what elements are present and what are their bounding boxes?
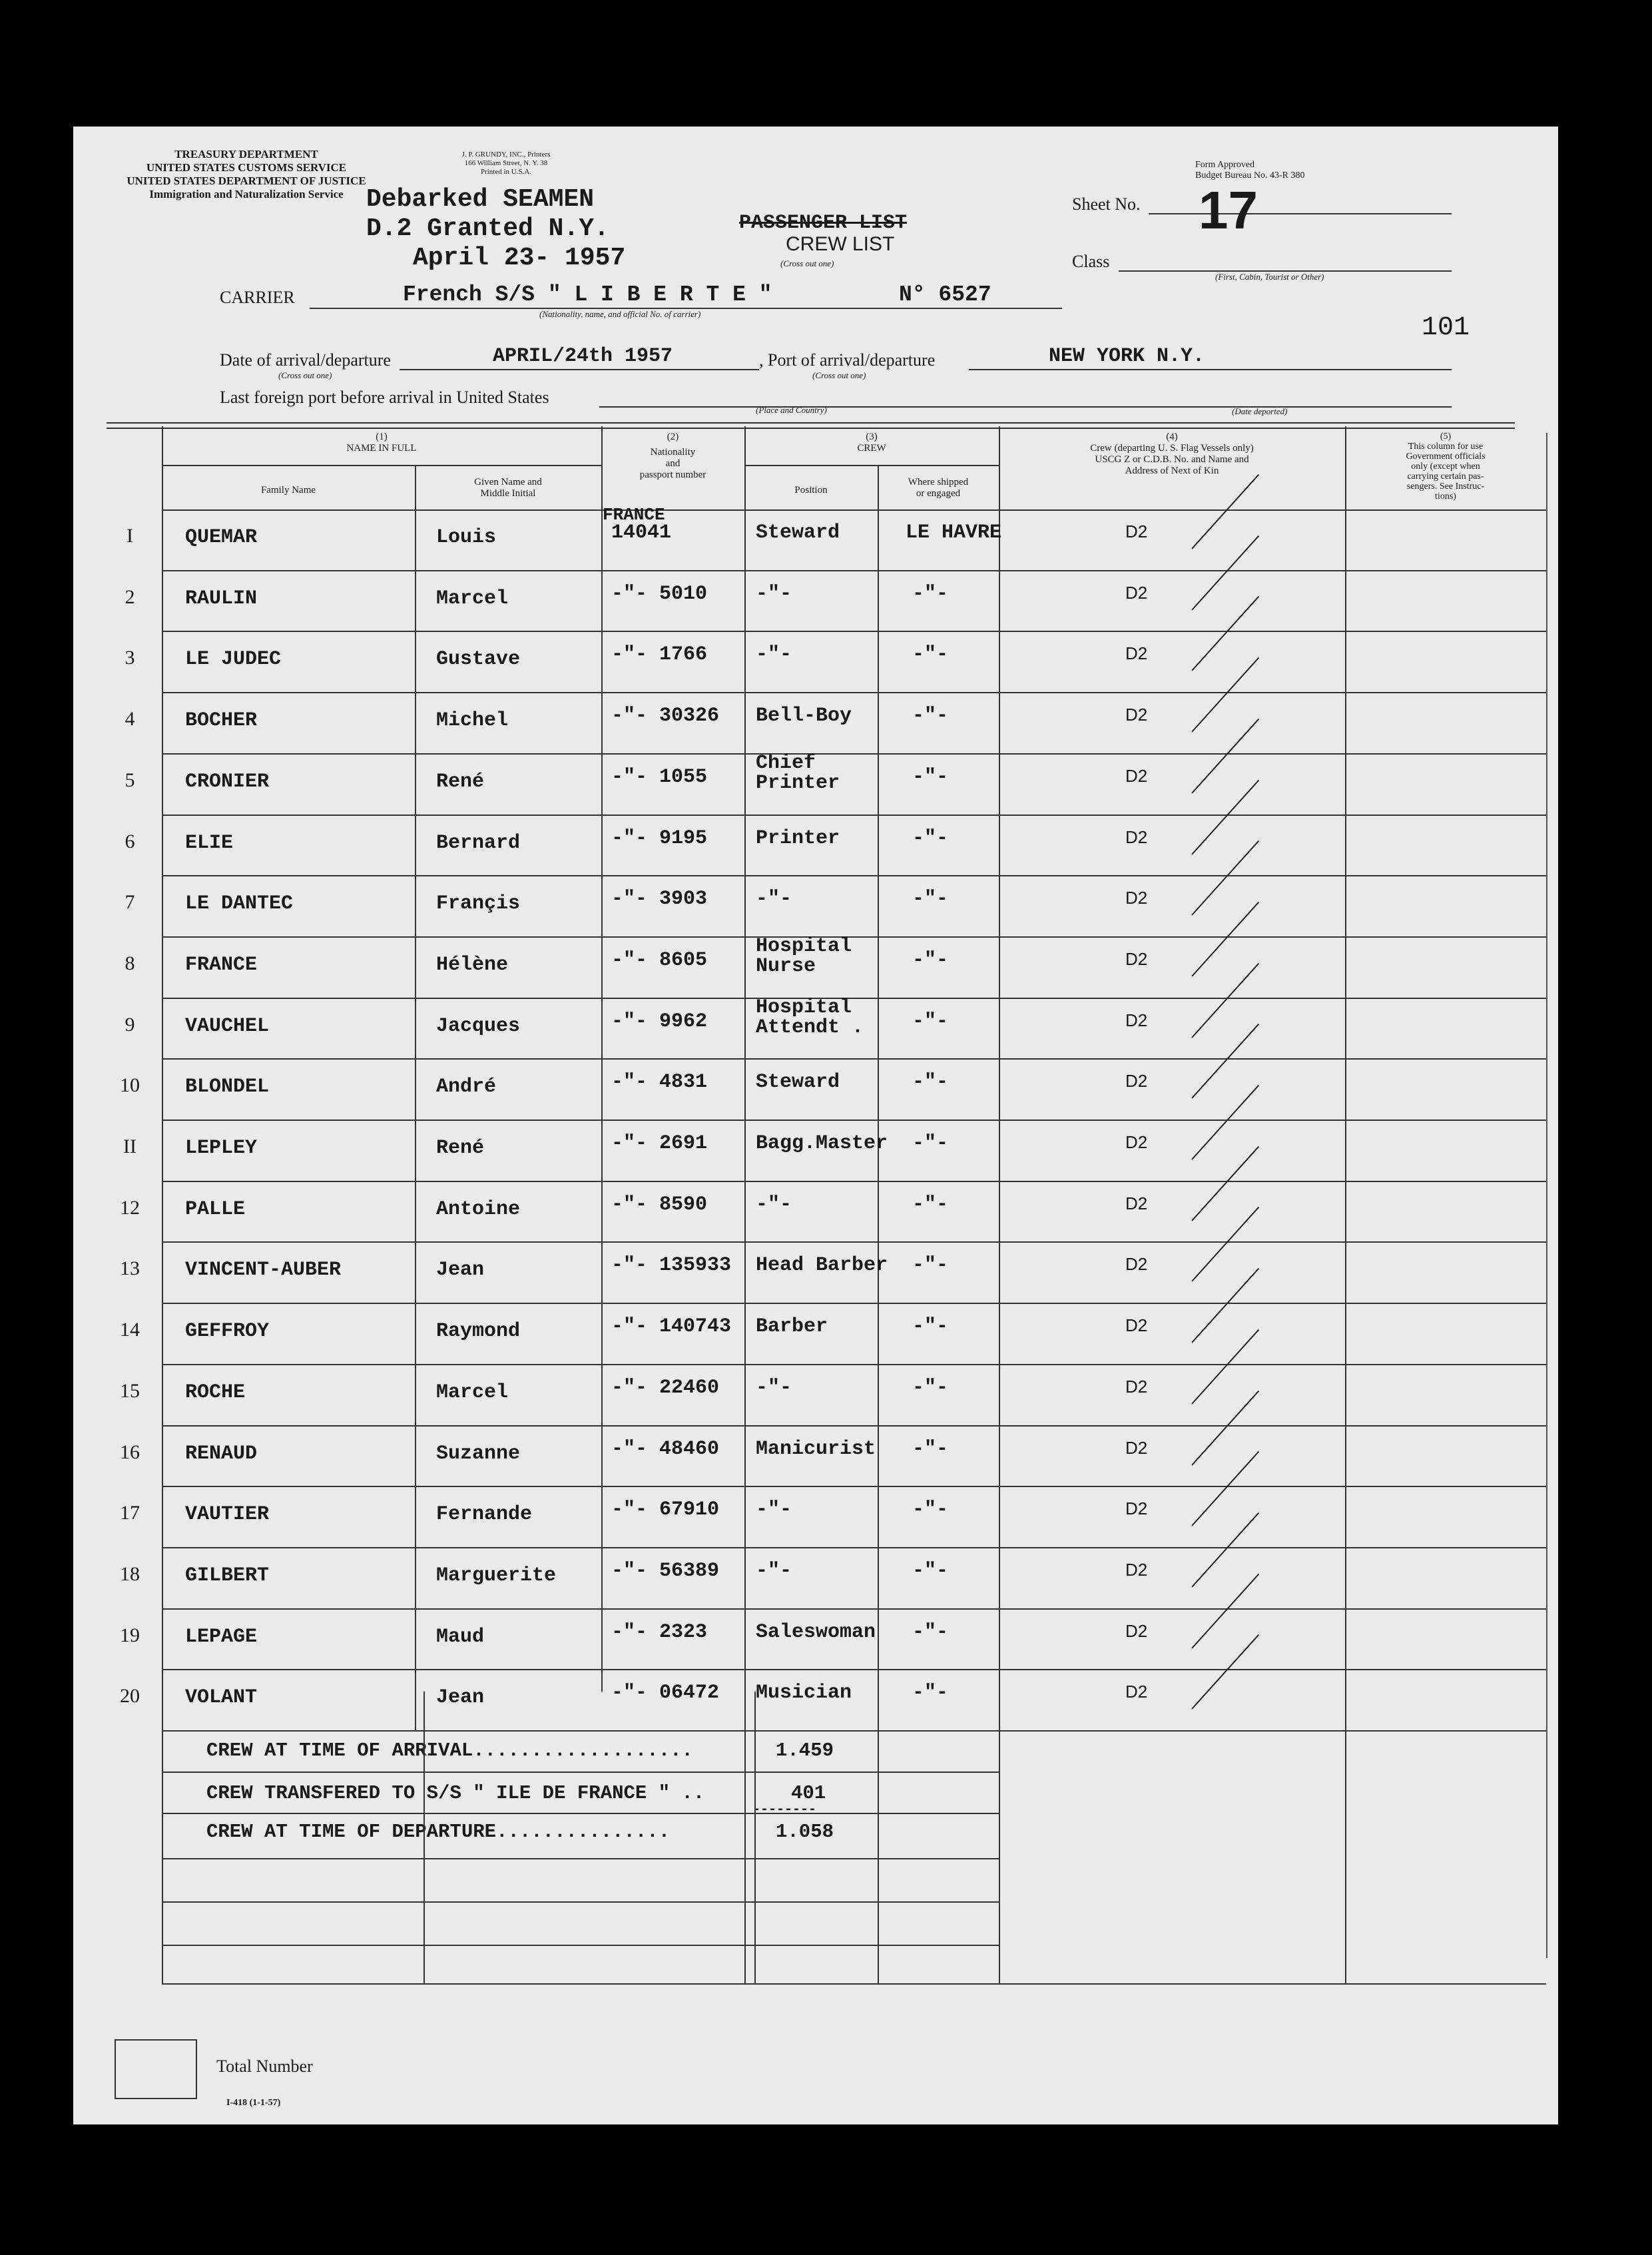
printer-imprint: J. P. GRUNDY, INC., Printers 166 William Street, N. Y. 38 Printed in U.S.A. [461, 151, 551, 176]
family-name: LEPLEY [185, 1137, 258, 1159]
family-name-header: Family Name [260, 485, 316, 495]
given-name: Hélène [436, 953, 509, 976]
summary-dash-rule: -------- [752, 1802, 817, 1817]
crew-status: D2 [1125, 582, 1148, 603]
crew-status: D2 [1125, 1559, 1148, 1580]
shipped-engaged: -"- [912, 582, 949, 605]
position-header: Position [794, 485, 828, 495]
crew-status: D2 [1125, 1010, 1148, 1030]
row-number: I [127, 525, 133, 547]
family-name: LEPAGE [185, 1625, 258, 1648]
position: Steward [756, 1071, 840, 1094]
summary-transfer-label: CREW TRANSFERED TO S/S " ILE DE FRANCE " .. [206, 1782, 705, 1804]
given-name: Suzanne [436, 1442, 521, 1465]
family-name: GEFFROY [185, 1320, 270, 1343]
row-number: 7 [125, 891, 135, 914]
crew-status: D2 [1125, 1620, 1148, 1641]
given-name-header: Given Name and Middle Initial [474, 477, 542, 499]
shipped-engaged: -"- [912, 765, 949, 789]
class-label: Class [1072, 252, 1110, 271]
last-port-label: Last foreign port before arrival in United States [220, 388, 549, 407]
shipped-engaged: -"- [912, 1559, 949, 1582]
given-name: Louis [436, 526, 497, 549]
shipped-engaged: -"- [912, 1376, 949, 1399]
position: Saleswoman [756, 1620, 876, 1644]
total-number-box[interactable] [115, 2039, 197, 2099]
crew-status: D2 [1125, 1071, 1148, 1092]
summary-departure-value: 1.058 [776, 1821, 834, 1843]
row-rule [162, 1241, 1546, 1243]
given-name: Marguerite [436, 1564, 557, 1587]
form-code: I-418 (1-1-57) [226, 2098, 281, 2108]
crew-status: D2 [1125, 1682, 1148, 1702]
family-name: VAUTIER [185, 1503, 270, 1526]
family-name: LE JUDEC [185, 648, 282, 671]
crew-status: D2 [1125, 948, 1148, 969]
given-name: René [436, 1137, 485, 1159]
row-rule [162, 570, 1546, 571]
crew-status: D2 [1125, 1254, 1148, 1275]
row-rule [162, 1058, 1546, 1060]
crew-status: D2 [1125, 765, 1148, 786]
shipped-engaged: -"- [912, 826, 949, 850]
date-label: Date of arrival/departure [220, 350, 391, 370]
given-name: Marcel [436, 1381, 509, 1404]
position: Bell-Boy [756, 705, 852, 728]
date-deported-note: (Date deported) [1232, 406, 1288, 416]
family-name: BLONDEL [185, 1076, 270, 1099]
given-name: Fernande [436, 1503, 533, 1526]
given-name: Maud [436, 1625, 485, 1648]
position: -"- [756, 1559, 792, 1582]
summary-transfer-value: 401 [791, 1782, 826, 1804]
carrier-note: (Nationality, name, and official No. of carrier) [539, 309, 701, 319]
row-rule [162, 1181, 1546, 1182]
row-number: 13 [120, 1257, 140, 1280]
passport-number: -"- 9962 [611, 1010, 708, 1033]
crew-status: D2 [1125, 705, 1148, 725]
row-number: 12 [120, 1196, 140, 1219]
place-note: (Place and Country) [756, 405, 827, 415]
passport-number: -"- 2323 [611, 1620, 708, 1644]
position: Bagg.Master [756, 1132, 888, 1155]
crew-status: D2 [1125, 826, 1148, 847]
shipped-engaged: -"- [912, 1254, 949, 1277]
position: -"- [756, 582, 792, 605]
row-number: 16 [120, 1441, 140, 1463]
shipped-engaged: -"- [912, 643, 949, 667]
position: Chief [756, 751, 816, 775]
passport-number: 14041 [611, 521, 672, 544]
row-rule [162, 1303, 1546, 1304]
total-number-label: Total Number [216, 2057, 313, 2076]
position: Head Barber [756, 1254, 888, 1277]
family-name: QUEMAR [185, 526, 258, 549]
given-name: Antoine [436, 1197, 521, 1221]
row-rule [162, 1669, 1546, 1670]
row-number: 6 [125, 830, 135, 852]
port-label: , Port of arrival/departure [759, 350, 936, 370]
passport-number: -"- 8605 [611, 948, 708, 972]
position: -"- [756, 888, 792, 911]
passport-number: -"- 06472 [611, 1682, 720, 1705]
crew-status: D2 [1125, 1437, 1148, 1458]
shipped-engaged: -"- [912, 948, 949, 972]
given-name: Raymond [436, 1320, 521, 1343]
family-name: VAUCHEL [185, 1014, 270, 1038]
family-name: ELIE [185, 831, 234, 854]
row-number: 20 [120, 1685, 140, 1708]
row-rule [162, 753, 1546, 755]
given-name: Marcel [436, 587, 509, 610]
row-number: 2 [125, 585, 135, 608]
position: Musician [756, 1682, 852, 1705]
row-number: 19 [120, 1624, 140, 1646]
shipped-engaged: -"- [912, 1193, 949, 1216]
given-name: Jean [436, 1686, 485, 1710]
crew-status: D2 [1125, 1132, 1148, 1152]
crew-status: D2 [1125, 1376, 1148, 1397]
family-name: GILBERT [185, 1564, 270, 1587]
row-number: 4 [125, 708, 135, 731]
family-name: VOLANT [185, 1686, 258, 1710]
position: -"- [756, 643, 792, 667]
col4-header: (4) Crew (departing U. S. Flag Vessels only) USCG Z or C.D.B. No. and Name and Address of Next of Kin [1090, 432, 1254, 476]
position: -"- [756, 1498, 792, 1522]
row-number: II [123, 1135, 137, 1157]
nationality: FRANCE [603, 505, 665, 525]
passport-number: -"- 4831 [611, 1071, 708, 1094]
shipped-engaged: -"- [912, 1315, 949, 1339]
row-rule [162, 1608, 1546, 1610]
position-line2: Printer [756, 771, 840, 795]
form-approved: Form Approved Budget Bureau No. 43-R 380 [1195, 160, 1305, 180]
family-name: RENAUD [185, 1442, 258, 1465]
row-number: 18 [120, 1562, 140, 1585]
row-number: 3 [125, 647, 135, 669]
crew-status: D2 [1125, 888, 1148, 908]
page-number: 101 [1422, 313, 1470, 343]
agency-header: TREASURY DEPARTMENT UNITED STATES CUSTOMS SERVICE UNITED STATES DEPARTMENT OF JUSTICE Immigration and Naturalization Service [127, 148, 366, 200]
class-note: (First, Cabin, Tourist or Other) [1215, 272, 1324, 282]
summary-departure-label: CREW AT TIME OF DEPARTURE............... [206, 1821, 671, 1843]
given-name: Michel [436, 709, 509, 733]
position: Hospital [756, 934, 852, 958]
date-cross-note: (Cross out one) [278, 370, 332, 380]
family-name: VINCENT-AUBER [185, 1259, 342, 1282]
position: Manicurist [756, 1437, 876, 1460]
family-name: PALLE [185, 1197, 246, 1221]
row-rule [162, 875, 1546, 876]
row-number: 17 [120, 1502, 140, 1524]
shipped-engaged: -"- [912, 1132, 949, 1155]
passport-number: -"- 5010 [611, 582, 708, 605]
position: Hospital [756, 996, 852, 1019]
position-line2: Attendt . [756, 1016, 864, 1039]
given-name: Françis [436, 892, 521, 916]
shipped-engaged: -"- [912, 1498, 949, 1522]
shipped-engaged: -"- [912, 1682, 949, 1705]
crew-status: D2 [1125, 1498, 1148, 1519]
row-rule [162, 1730, 1546, 1732]
passport-number: -"- 8590 [611, 1193, 708, 1216]
passport-number: -"- 9195 [611, 826, 708, 850]
position: -"- [756, 1376, 792, 1399]
port-cross-note: (Cross out one) [812, 370, 866, 380]
passport-number: -"- 1766 [611, 643, 708, 667]
shipped-header: Where shipped or engaged [908, 477, 969, 499]
departure-port: NEW YORK N.Y. [1049, 345, 1205, 368]
passport-number: -"- 67910 [611, 1498, 720, 1522]
passenger-list-title: PASSENGER LIST [739, 212, 908, 234]
row-rule [162, 1364, 1546, 1365]
position-line2: Nurse [756, 954, 816, 978]
row-rule [162, 1120, 1546, 1121]
given-name: Jacques [436, 1014, 521, 1038]
row-rule [162, 631, 1546, 632]
given-name: René [436, 770, 485, 793]
shipped-engaged: -"- [912, 1071, 949, 1094]
row-number: 14 [120, 1319, 140, 1341]
crew-list-title: CREW LIST [786, 233, 895, 255]
passport-number: -"- 48460 [611, 1437, 720, 1460]
shipped-engaged: -"- [912, 1437, 949, 1460]
family-name: RAULIN [185, 587, 258, 610]
shipped-engaged: -"- [912, 1010, 949, 1033]
row-rule [162, 692, 1546, 693]
passport-number: -"- 135933 [611, 1254, 732, 1277]
row-rule [162, 1547, 1546, 1548]
position: Printer [756, 826, 840, 850]
debarked-stamp: Debarked SEAMEN D.2 Granted N.Y. April 23- 1957 [366, 185, 626, 272]
position: Steward [756, 521, 840, 544]
passport-number: -"- 56389 [611, 1559, 720, 1582]
given-name: Jean [436, 1259, 485, 1282]
family-name: BOCHER [185, 709, 258, 733]
sheet-number: 17 [1199, 180, 1258, 240]
row-number: 10 [120, 1074, 140, 1097]
carrier-label: CARRIER [220, 288, 295, 307]
passport-number: -"- 2691 [611, 1132, 708, 1155]
row-number: 9 [125, 1013, 135, 1036]
given-name: André [436, 1076, 497, 1099]
row-rule [162, 936, 1546, 938]
summary-arrival-value: 1.459 [776, 1740, 834, 1762]
crew-status: D2 [1125, 643, 1148, 664]
row-rule [162, 1486, 1546, 1487]
cross-out-note: (Cross out one) [780, 258, 834, 268]
passport-number: -"- 140743 [611, 1315, 732, 1339]
crew-status: D2 [1125, 521, 1148, 541]
carrier-value: French S/S " L I B E R T E " [403, 282, 772, 307]
shipped-engaged: -"- [912, 705, 949, 728]
row-rule [162, 1425, 1546, 1427]
nationality-header: (2) Nationality and passport number [639, 432, 706, 480]
family-name: CRONIER [185, 770, 270, 793]
col5-header: (5) This column for use Government officials only (except when carrying certain pas- sengers. See Instruc- tions) [1406, 432, 1486, 501]
given-name: Bernard [436, 831, 521, 854]
row-number: 15 [120, 1379, 140, 1402]
position: Barber [756, 1315, 828, 1339]
passport-number: -"- 1055 [611, 765, 708, 789]
row-number: 5 [125, 769, 135, 791]
col1-header: (1) NAME IN FULL [346, 432, 417, 454]
departure-date: APRIL/24th 1957 [493, 345, 673, 368]
position: -"- [756, 1193, 792, 1216]
given-name: Gustave [436, 648, 521, 671]
carrier-number: N° 6527 [899, 282, 991, 307]
family-name: FRANCE [185, 953, 258, 976]
shipped-engaged: LE HAVRE [906, 521, 1002, 544]
row-rule [162, 814, 1546, 816]
crew-status: D2 [1125, 1315, 1148, 1336]
crew-header: (3) CREW [857, 432, 886, 454]
passport-number: -"- 22460 [611, 1376, 720, 1399]
passport-number: -"- 30326 [611, 705, 720, 728]
sheet-no-label: Sheet No. [1072, 194, 1141, 214]
family-name: LE DANTEC [185, 892, 294, 916]
shipped-engaged: -"- [912, 888, 949, 911]
crew-status: D2 [1125, 1193, 1148, 1213]
family-name: ROCHE [185, 1381, 246, 1404]
row-rule [162, 998, 1546, 999]
summary-arrival-label: CREW AT TIME OF ARRIVAL................... [206, 1740, 693, 1762]
passport-number: -"- 3903 [611, 888, 708, 911]
shipped-engaged: -"- [912, 1620, 949, 1644]
row-number: 8 [125, 952, 135, 974]
